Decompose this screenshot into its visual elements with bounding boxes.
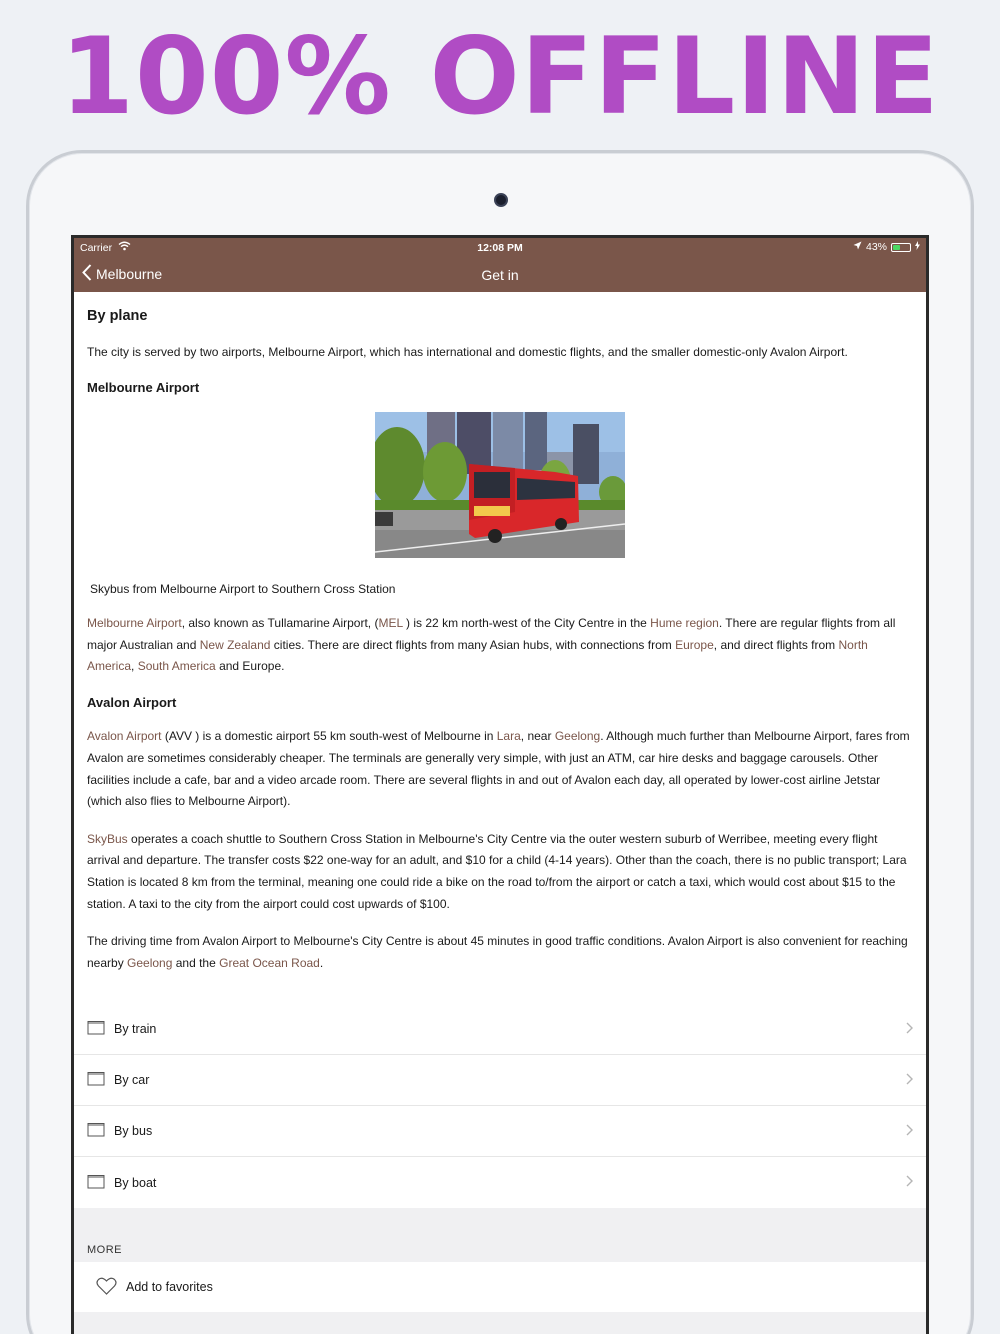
skybus-paragraph <box>87 829 913 915</box>
text: and Europe. <box>215 659 285 674</box>
folder-icon <box>87 1020 105 1038</box>
clock: 12:08 PM <box>477 242 523 254</box>
text: (AVV ) is a domestic airport 55 km south-west of Melbourne in <box>161 729 497 744</box>
list-item-label: By bus <box>114 1124 153 1139</box>
status-bar <box>74 238 926 258</box>
avalon-airport-heading: Avalon Airport <box>87 694 177 710</box>
text: ) is 22 km north-west of the City Centre in the <box>402 615 651 630</box>
link-geelong[interactable]: Geelong <box>554 729 601 744</box>
link-south-america[interactable]: South America <box>137 659 216 674</box>
navigation-bar <box>74 238 926 292</box>
section-heading: By plane <box>87 308 148 324</box>
link-avalon-airport[interactable]: Avalon Airport <box>87 729 162 744</box>
battery-percent: 43% <box>865 241 887 253</box>
intro-paragraph: The city is served by two airports, Melbourne Airport, which has international and domestic flights, and the smaller domestic-only Avalon Airport. <box>87 344 848 359</box>
bottom-spacer <box>74 1312 926 1334</box>
charging-icon <box>915 241 920 253</box>
text: . Although much further than Melbourne Airport, fares from Avalon are sometimes considerably cheaper. The terminals are generally very simple, with just an ATM, car hire desks and baggage carousels. Other facilities include a cafe, bar and a video arcade room. There are several flights in and out of Avalon each day, all operated by lower-cost airline Jetstar (which also flies to Melbourne Airport). <box>87 729 910 809</box>
chevron-right-icon <box>906 1175 913 1190</box>
link-new-zealand[interactable]: New Zealand <box>199 637 271 652</box>
device-screen <box>71 235 929 1334</box>
chevron-right-icon <box>906 1022 913 1037</box>
link-great-ocean-road[interactable]: Great Ocean Road <box>219 955 320 970</box>
favorites-label: Add to favorites <box>126 1280 213 1295</box>
link-melbourne-airport[interactable]: Melbourne Airport <box>87 615 182 630</box>
chevron-right-icon <box>906 1073 913 1088</box>
section-list <box>74 1004 926 1208</box>
list-item-by-car[interactable] <box>74 1055 926 1106</box>
folder-icon <box>87 1122 105 1140</box>
add-to-favorites-button[interactable] <box>74 1262 926 1312</box>
text: cities. There are direct flights from many Asian hubs, with connections from <box>270 637 676 652</box>
melbourne-airport-heading: Melbourne Airport <box>87 380 200 396</box>
melbourne-airport-paragraph <box>87 613 913 678</box>
back-label: Melbourne <box>96 266 163 282</box>
link-north-america[interactable]: North America <box>87 637 868 674</box>
skybus-photo <box>375 412 625 558</box>
link-lara[interactable]: Lara <box>496 729 521 744</box>
text: . There are regular flights from all major Australian and <box>87 615 896 652</box>
text: . <box>319 955 324 970</box>
link-europe[interactable]: Europe <box>675 637 714 652</box>
article-content <box>74 306 926 974</box>
text: , near <box>520 729 555 744</box>
link-geelong-2[interactable]: Geelong <box>127 955 173 970</box>
heart-icon <box>96 1277 117 1298</box>
avalon-airport-paragraph <box>87 726 913 812</box>
list-item-label: By train <box>114 1022 157 1037</box>
text: , and direct flights from <box>713 637 839 652</box>
more-section-header <box>74 1208 926 1262</box>
text: , also known as Tullamarine Airport, ( <box>181 615 379 630</box>
promo-headline: 100% OFFLINE <box>60 15 940 138</box>
carrier-label: Carrier <box>80 242 113 254</box>
chevron-right-icon <box>906 1124 913 1139</box>
list-item-by-bus[interactable] <box>74 1106 926 1157</box>
folder-icon <box>87 1174 105 1192</box>
text: operates a coach shuttle to Southern Cross Station in Melbourne's City Centre via the outer western suburb of Werribee, meeting every flight arrival and departure. The transfer costs $22 one-way for an adult, and $10 for a child (4-14 years). Other than the coach, there is no public transport; Lara Station is located 8 km from the terminal, meaning one could ride a bike on the road to/from the airport or catch a taxi, which would cost about $15 to the station. A taxi to the city from the airport could cost upwards of $100. <box>87 831 907 911</box>
link-mel[interactable]: MEL <box>378 615 403 630</box>
location-arrow-icon <box>853 241 862 253</box>
image-caption: Skybus from Melbourne Airport to Southern Cross Station <box>90 582 396 597</box>
page-title: Get in <box>481 267 519 283</box>
battery-icon <box>891 243 911 252</box>
link-hume-region[interactable]: Hume region <box>650 615 719 630</box>
driving-paragraph <box>87 931 913 974</box>
link-skybus[interactable]: SkyBus <box>87 831 128 846</box>
more-label: MORE <box>87 1244 122 1257</box>
camera-icon <box>494 193 508 207</box>
list-item-by-train[interactable] <box>74 1004 926 1055</box>
folder-icon <box>87 1071 105 1089</box>
text: , <box>131 659 138 674</box>
text: The driving time from Avalon Airport to Melbourne's City Centre is about 45 minutes in good traffic conditions. Avalon Airport is also convenient for reaching nearby <box>87 934 908 970</box>
list-item-label: By car <box>114 1073 150 1088</box>
text: and the <box>172 955 220 970</box>
list-item-label: By boat <box>114 1175 157 1190</box>
list-item-by-boat[interactable] <box>74 1157 926 1208</box>
